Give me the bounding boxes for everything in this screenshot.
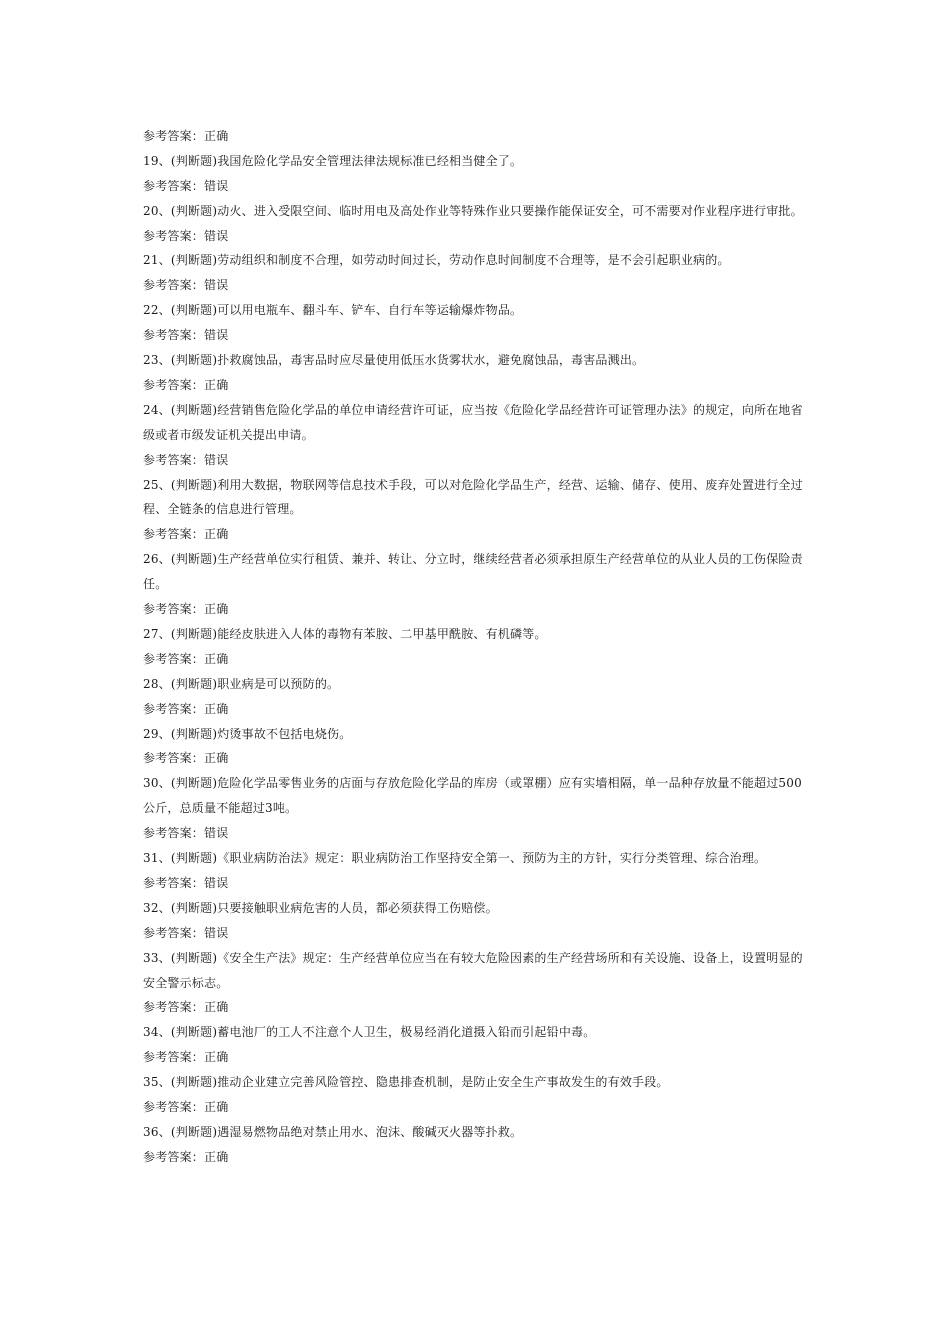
question-line: 20、(判断题)动火、进入受限空间、临时用电及高处作业等特殊作业只要操作能保证安全，可不需要对作业程序进行审批。 xyxy=(143,203,803,218)
question-line: 22、(判断题)可以用电瓶车、翻斗车、铲车、自行车等运输爆炸物品。 xyxy=(143,303,523,318)
question-line: 21、(判断题)劳动组织和制度不合理，如劳动时间过长，劳动作息时间制度不合理等，是不会引起职业病的。 xyxy=(143,253,730,268)
answer-line: 参考答案：正确 xyxy=(143,751,229,766)
answer-line: 参考答案：正确 xyxy=(143,1100,229,1115)
answer-line: 参考答案：正确 xyxy=(143,377,229,392)
answer-line: 参考答案：错误 xyxy=(143,925,229,940)
answer-line: 参考答案：正确 xyxy=(143,1149,229,1164)
answer-line: 参考答案：错误 xyxy=(143,875,229,890)
answer-line: 参考答案：正确 xyxy=(143,602,229,617)
answer-line: 参考答案：错误 xyxy=(143,328,229,343)
question-line: 35、(判断题)推动企业建立完善风险管控、隐患排查机制，是防止安全生产事故发生的有效手段。 xyxy=(143,1075,669,1090)
answer-line: 参考答案：正确 xyxy=(143,129,229,143)
answer-line: 参考答案：错误 xyxy=(143,452,229,467)
question-line: 31、(判断题)《职业病防治法》规定：职业病防治工作坚持安全第一、预防为主的方针，实行分类管理、综合治理。 xyxy=(143,851,767,866)
question-line: 27、(判断题)能经皮肤进入人体的毒物有苯胺、二甲基甲酰胺、有机磷等。 xyxy=(143,626,547,641)
question-line: 32、(判断题)只要接触职业病危害的人员，都必须获得工伤赔偿。 xyxy=(143,900,498,915)
answer-line: 参考答案：正确 xyxy=(143,1000,229,1015)
question-line: 33、(判断题)《安全生产法》规定：生产经营单位应当在有较大危险因素的生产经营场所和有关设施、设备上，设置明显的安全警示标志。 xyxy=(143,950,803,990)
question-line: 26、(判断题)生产经营单位实行租赁、兼并、转让、分立时，继续经营者必须承担原生产经营单位的从业人员的工伤保险责任。 xyxy=(143,552,803,592)
answer-line: 参考答案：错误 xyxy=(143,278,229,293)
question-line: 19、(判断题)我国危险化学品安全管理法律法规标准已经相当健全了。 xyxy=(143,153,523,168)
question-line: 30、(判断题)危险化学品零售业务的店面与存放危险化学品的库房（或罩棚）应有实墙相隔，单一品种存放量不能超过500公斤，总质量不能超过3吨。 xyxy=(143,776,802,816)
answer-line: 参考答案：错误 xyxy=(143,178,229,193)
answer-line: 参考答案：正确 xyxy=(143,651,229,666)
answer-line: 参考答案：正确 xyxy=(143,1050,229,1065)
answer-line: 参考答案：错误 xyxy=(143,228,229,243)
answer-line: 参考答案：错误 xyxy=(143,826,229,841)
document-body xyxy=(143,124,807,1170)
question-line: 24、(判断题)经营销售危险化学品的单位申请经营许可证，应当按《危险化学品经营许可证管理办法》的规定，向所在地省级或者市级发证机关提出申请。 xyxy=(143,402,803,442)
answer-line: 参考答案：正确 xyxy=(143,527,229,542)
question-line: 23、(判断题)扑救腐蚀品，毒害品时应尽量使用低压水货雾状水，避免腐蚀品，毒害品溅出。 xyxy=(143,353,645,368)
question-line: 25、(判断题)利用大数据，物联网等信息技术手段，可以对危险化学品生产，经营、运输、储存、使用、废弃处置进行全过程、全链条的信息进行管理。 xyxy=(143,477,803,517)
question-line: 34、(判断题)蓄电池厂的工人不注意个人卫生，极易经消化道摄入铅而引起铅中毒。 xyxy=(143,1025,596,1040)
question-line: 36、(判断题)遇湿易燃物品绝对禁止用水、泡沫、酸碱灭火器等扑救。 xyxy=(143,1124,523,1139)
answer-line: 参考答案：正确 xyxy=(143,701,229,716)
question-line: 28、(判断题)职业病是可以预防的。 xyxy=(143,676,340,691)
question-line: 29、(判断题)灼烫事故不包括电烧伤。 xyxy=(143,726,352,741)
